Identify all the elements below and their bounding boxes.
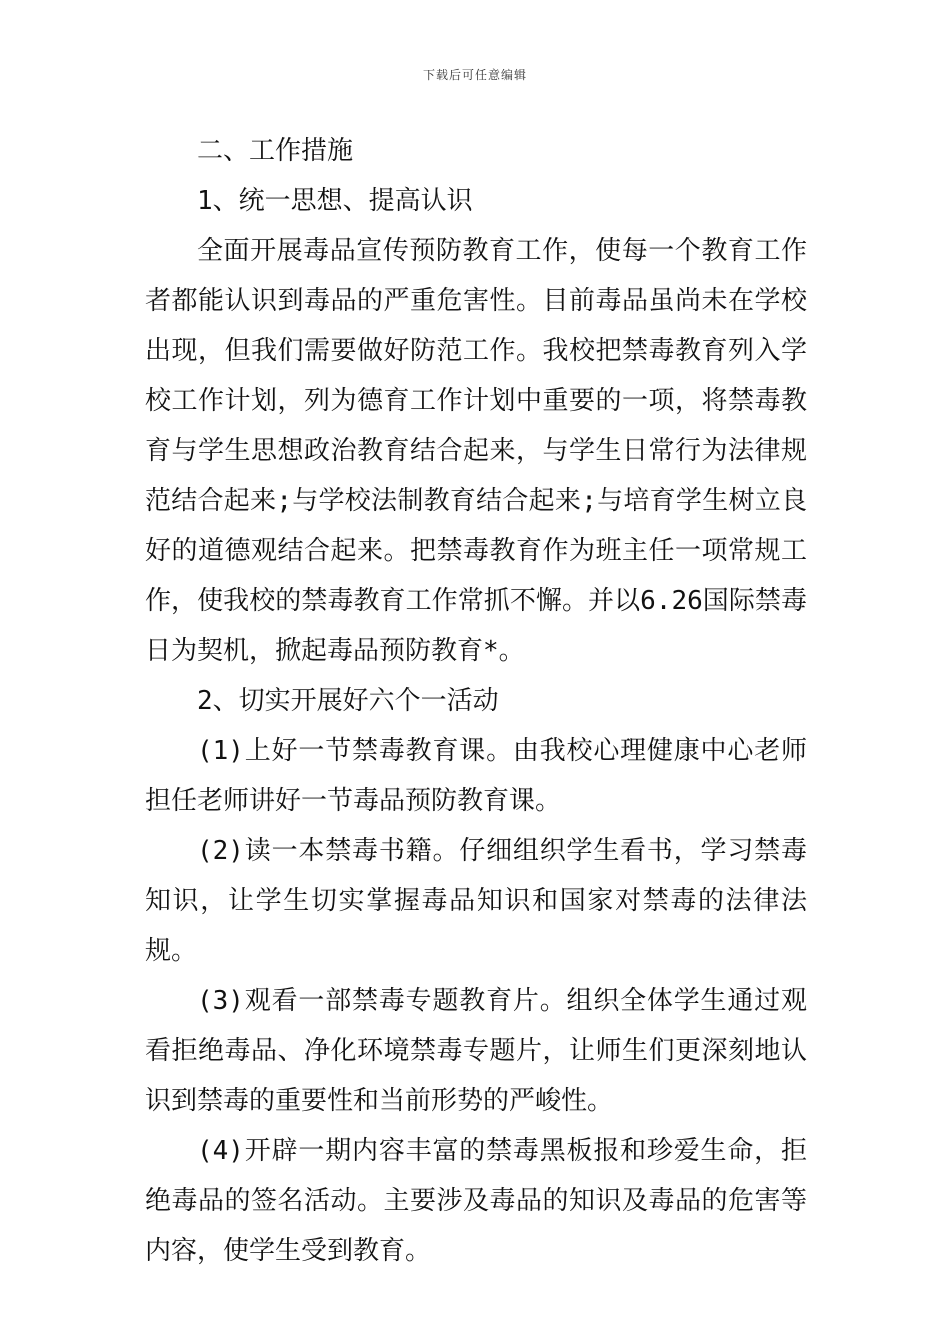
item1-title: 1、统一思想、提高认识 [197, 186, 473, 216]
activity-paragraph: (1)上好一节禁毒教育课。由我校心理健康中心老师担任老师讲好一节毒品预防教育课。 [145, 736, 807, 816]
item2-title: 2、切实开展好六个一活动 [197, 686, 499, 716]
item1-paragraph: 全面开展毒品宣传预防教育工作，使每一个教育工作者都能认识到毒品的严重危害性。目前毒品虽尚未在学校出现，但我们需要做好防范工作。我校把禁毒教育列入学校工作计划，列为德育工作计划中重要的一项，将禁毒教育与学生思想政治教育结合起来，与学生日常行为法律规范结合起来;与学校法制教育结合起来;与培育学生树立良好的道德观结合起来。把禁毒教育作为班主任一项常规工作，使我校的禁毒教育工作常抓不懈。并以6.26国际禁毒日为契机，掀起毒品预防教育*。 [145, 236, 807, 666]
section-title: 二、工作措施 [197, 136, 354, 166]
document-body [145, 126, 807, 1276]
header-note: 下载后可任意编辑 [422, 68, 527, 82]
activity-paragraph: (4)开辟一期内容丰富的禁毒黑板报和珍爱生命，拒绝毒品的签名活动。主要涉及毒品的知识及毒品的危害等内容，使学生受到教育。 [145, 1136, 807, 1266]
activity-paragraph: (2)读一本禁毒书籍。仔细组织学生看书，学习禁毒知识，让学生切实掌握毒品知识和国家对禁毒的法律法规。 [145, 836, 807, 966]
activity-paragraph: (3)观看一部禁毒专题教育片。组织全体学生通过观看拒绝毒品、净化环境禁毒专题片，让师生们更深刻地认识到禁毒的重要性和当前形势的严峻性。 [145, 986, 807, 1116]
